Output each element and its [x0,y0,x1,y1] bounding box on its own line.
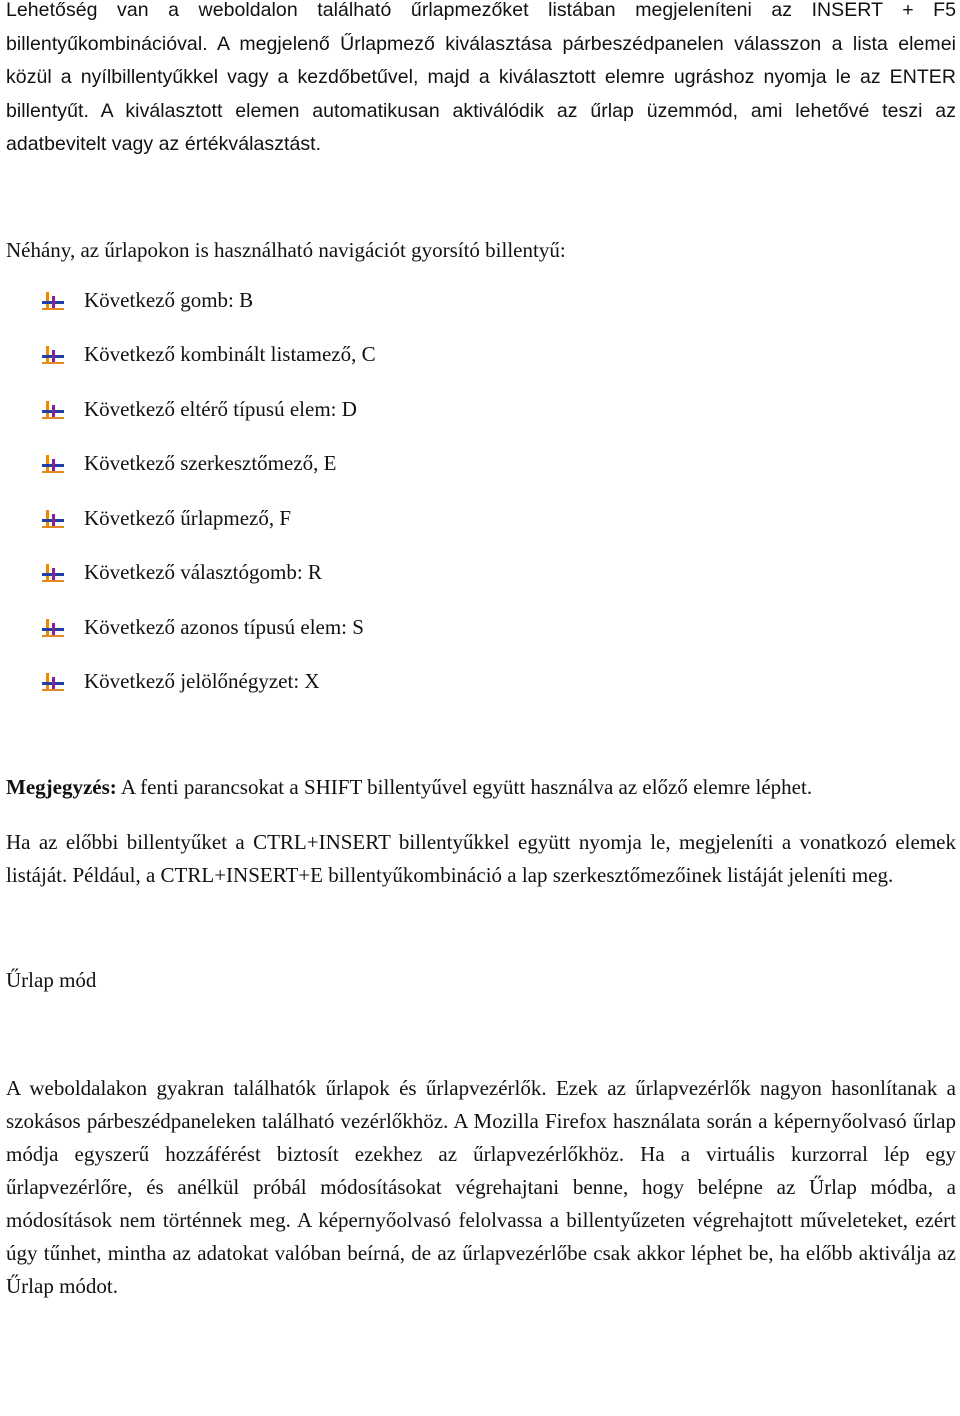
note-paragraph [6,771,956,804]
colored-cross-bullet-icon [42,616,64,636]
note-label: Megjegyzés: [6,774,117,799]
list-item [6,447,956,502]
shortcut-item-label: Következő szerkesztőmező, E [84,451,337,475]
list-item [6,502,956,557]
shortcut-list [6,284,956,720]
shortcut-item-label: Következő eltérő típusú elem: D [84,396,357,421]
colored-cross-bullet-icon [42,398,64,418]
colored-cross-bullet-icon [42,561,64,581]
shortcut-item-label: Következő gomb: B [84,287,254,312]
list-item [6,338,956,393]
form-mode-paragraph: A weboldalakon gyakran találhatók űrlapok és űrlapvezérlők. Ezek az űrlapvezérlők nagyon hasonlítanak a szokásos párbeszédpaneleken található vezérlőkhöz. A Mozilla Firefox használata során a képernyőolvasó űrlap módja egyszerű hozzáférést biztosít ezekhez az űrlapvezérlőkhöz. Ha a virtuális kurzorral lép egy űrlapvezérlőre, és anélkül próbál módosításokat végrehajtani benne, hogy belépne az Űrlap módba, a módosítások nem történnek meg. A képernyőolvasó felolvassa a billentyűzeten végrehajtott műveleteket, ezért úgy tűnhet, mintha az adatokat valóban beírná, de az űrlapvezérlőbe csak akkor léphet be, ha előbb aktiválja az Űrlap módot. [6,1075,956,1298]
ctrl-insert-paragraph: Ha az előbbi billentyűket a CTRL+INSERT billentyűkkel együtt nyomja le, megjeleníti a vonatkozó elemek listáját. Például, a CTRL+INSERT+E billentyűkombináció a lap szerkesztőmezőinek listáját jeleníti meg. [6,829,956,887]
shortcut-item-label: Következő azonos típusú elem: S [84,614,364,639]
list-item [6,393,956,448]
note-text: A fenti parancsokat a SHIFT billentyűvel együtt használva az előző elemre léphet. [116,774,813,799]
list-item [6,556,956,611]
document-page [6,0,956,1303]
colored-cross-bullet-icon [42,452,64,472]
shortcut-list-intro: Néhány, az űrlapokon is használható navigációt gyorsító billentyű: [6,237,566,262]
colored-cross-bullet-icon [42,670,64,690]
section-heading-form-mode: Űrlap mód [6,967,97,992]
colored-cross-bullet-icon [42,507,64,527]
colored-cross-bullet-icon [42,343,64,363]
colored-cross-bullet-icon [42,289,64,309]
shortcut-item-label: Következő választógomb: R [84,560,322,584]
shortcut-item-label: Következő űrlapmező, F [84,505,292,530]
list-item [6,611,956,666]
list-item [6,284,956,339]
list-item [6,665,956,720]
shortcut-item-label: Következő jelölőnégyzet: X [84,669,320,693]
intro-paragraph: Lehetőség van a weboldalon található űrlapmezőket listában megjeleníteni az INSERT + F5 billentyűkombinációval. A megjelenő Űrlapmező kiválasztása párbeszédpanelen válasszon a lista elemei közül a nyílbillentyűkkel vagy a kezdőbetűvel, majd a kiválasztott elemre ugráshoz nyomja le az ENTER billentyűt. A kiválasztott elemen automatikusan aktiválódik az űrlap üzemmód, ami lehetővé teszi az adatbevitelt vagy az értékválasztást. [6,0,956,155]
shortcut-item-label: Következő kombinált listamező, C [84,342,376,366]
